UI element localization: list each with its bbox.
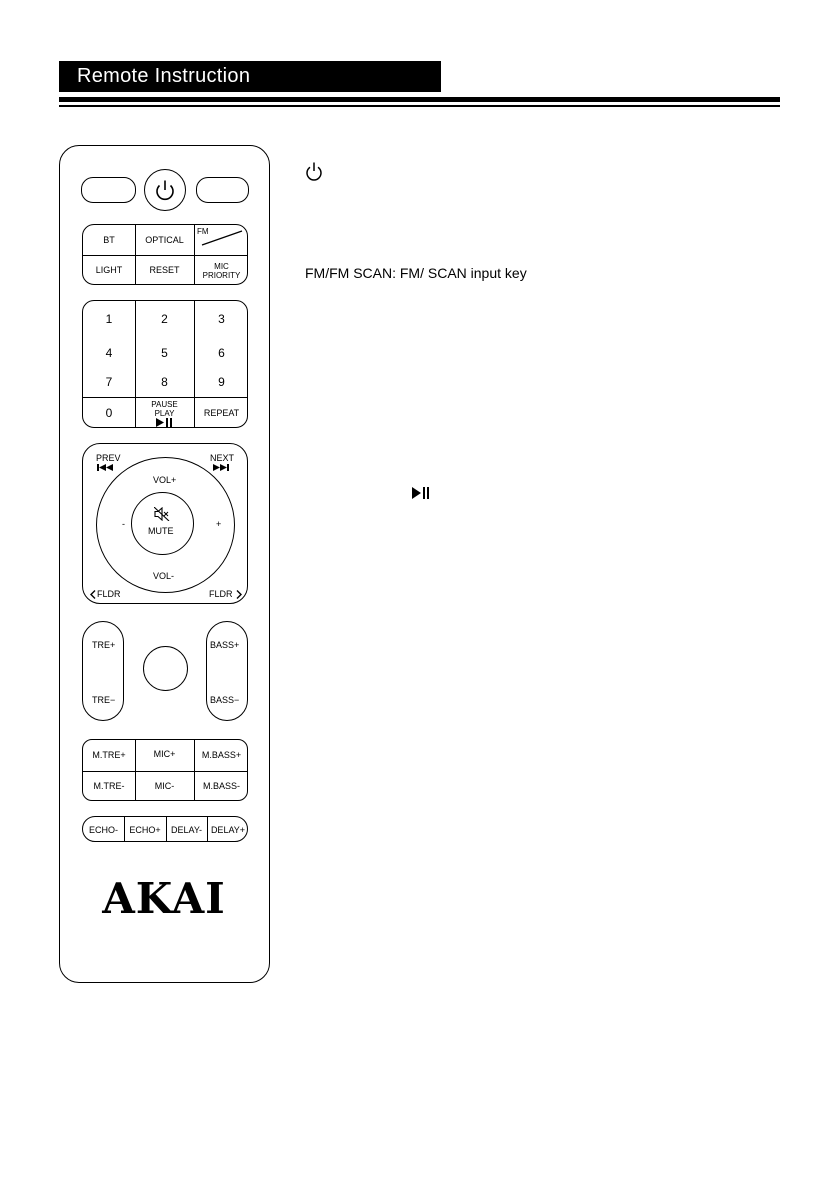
left-blank-button[interactable] (81, 177, 136, 203)
fm-label: FM (197, 227, 209, 236)
play-pause-button[interactable] (135, 397, 194, 428)
mic-priority-button[interactable] (194, 255, 248, 285)
fldr-right-label: FLDR (209, 589, 233, 599)
chevron-right-icon (236, 590, 242, 599)
minus-label: - (122, 519, 125, 529)
key-3[interactable]: 3 (218, 311, 225, 326)
bass-down-label: BASS− (210, 695, 240, 705)
reset-button[interactable]: RESET (149, 265, 180, 275)
repeat-button[interactable]: REPEAT (203, 407, 240, 418)
power-icon (145, 170, 185, 210)
key-2[interactable]: 2 (161, 311, 168, 326)
section-title: Remote Instruction (77, 65, 251, 87)
optical-button[interactable]: OPTICAL (145, 234, 184, 245)
next-icon (213, 464, 231, 471)
center-round-button[interactable] (143, 646, 188, 691)
numpad-block (82, 300, 248, 428)
header-rule-thin (59, 105, 780, 107)
delay-down-button[interactable]: DELAY- (170, 824, 203, 835)
section-header (59, 61, 441, 92)
prev-label: PREV (96, 453, 121, 463)
bass-rocker[interactable] (206, 621, 248, 721)
play-pause-icon (156, 418, 174, 427)
power-button[interactable] (144, 169, 186, 211)
mute-icon (154, 507, 170, 521)
mic-down-button[interactable]: MIC- (154, 781, 175, 791)
light-button[interactable]: LIGHT (95, 265, 123, 275)
key-8[interactable]: 8 (161, 374, 168, 389)
plus-label: + (216, 519, 222, 529)
mic-up-button[interactable]: MIC+ (153, 748, 176, 759)
play-pause-icon (412, 487, 430, 499)
bass-up-label: BASS+ (210, 640, 240, 650)
play-label: PLAY (154, 408, 175, 418)
power-icon (304, 161, 324, 181)
brand-logo: AKAI (102, 874, 226, 923)
prev-icon (97, 464, 115, 471)
key-5[interactable]: 5 (161, 345, 168, 360)
mute-button[interactable] (131, 492, 194, 555)
key-4[interactable]: 4 (105, 345, 113, 360)
right-blank-button[interactable] (196, 177, 249, 203)
mic-priority-label-2: PRIORITY (202, 270, 241, 280)
next-label: NEXT (210, 453, 235, 463)
m-bass-down-button[interactable]: M.BASS- (202, 781, 240, 791)
m-bass-up-button[interactable]: M.BASS+ (201, 750, 242, 760)
treble-rocker[interactable] (82, 621, 124, 721)
key-0[interactable]: 0 (105, 405, 113, 420)
tre-up-label: TRE+ (92, 640, 116, 650)
input-button-block (82, 224, 248, 285)
tre-down-label: TRE− (92, 695, 116, 705)
pause-label: PAUSE (151, 399, 178, 409)
mic-priority-label-1: MIC (214, 261, 229, 271)
key-7[interactable]: 7 (105, 374, 113, 389)
m-tre-up-button[interactable]: M.TRE+ (92, 750, 126, 760)
mute-label: MUTE (148, 526, 174, 536)
key-6[interactable]: 6 (218, 345, 225, 360)
mic-button-block (82, 739, 248, 801)
m-tre-down-button[interactable]: M.TRE- (93, 781, 125, 791)
key-9[interactable]: 9 (218, 374, 225, 389)
echo-down-button[interactable]: ECHO- (89, 824, 118, 835)
key-1[interactable]: 1 (105, 311, 113, 326)
fm-button[interactable] (194, 225, 248, 255)
delay-up-button[interactable]: DELAY+ (210, 824, 246, 835)
echo-up-button[interactable]: ECHO+ (129, 824, 161, 835)
vol-up-label: VOL+ (153, 475, 177, 485)
remote-control-illustration (59, 145, 270, 983)
fldr-left-label: FLDR (97, 589, 121, 599)
navigation-block (82, 443, 248, 604)
bt-button[interactable]: BT (103, 234, 115, 245)
fm-scan-description: FM/FM SCAN: FM/ SCAN input key (305, 265, 527, 281)
vol-down-label: VOL- (153, 571, 175, 581)
header-rule-thick (59, 97, 780, 102)
chevron-left-icon (90, 590, 96, 599)
fm-slash-icon (194, 225, 248, 255)
echo-delay-block (82, 816, 248, 842)
